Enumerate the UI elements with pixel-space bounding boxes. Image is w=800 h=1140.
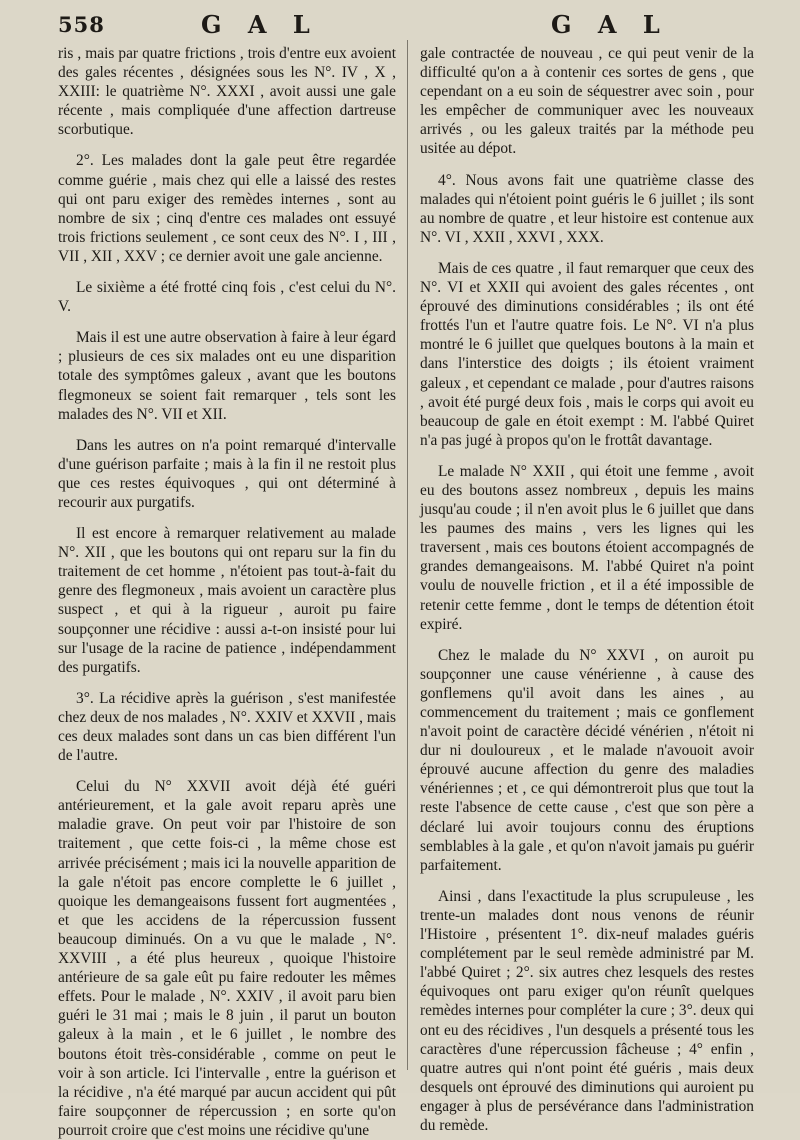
paragraph: Celui du N° XXVII avoit déjà été guéri antérieurement, et la gale avoit reparu après une maladie grave. On peut voir par l'histoire de son traitement , que cette fois-ci , la même chose est arrivée précisément ; mais ici la nouvelle apparition de la gale n'étoit pas encore complette le 6 juillet , quoique les demangeaisons fussent fort augmentées , et que les accidens de la répercussion fussent beaucoup diminués. On a vu que le malade , N°. XXVIII , a été plus heureux , quoique l'histoire antérieure de sa gale eût pu faire redouter les mêmes effets. Pour le malade , N°. XXIV , il avoit paru bien guéri le 31 mai ; mais le 8 juin , il parut un bouton galeux à la main , et le 6 juillet , le nombre des boutons étoit très-considérable , comme on peut le voir à son article. Ici l'intervalle , entre la guérison et la récidive , n'a été marqué par aucun accident qui pût faire soupçonner de répercussion ; en sorte qu'on pourroit croire que c'est moins une récidive qu'une bbox=[58, 778, 396, 1139]
paragraph: ris , mais par quatre frictions , trois d'entre eux avoient des gales récentes , désignées sous les N°. IV , X , XXIII: le quatrième N°. XXXI , avoit aussi une gale récente , mais compliquée d'une affection dartreuse scorbutique. bbox=[58, 45, 396, 139]
paragraph: Mais il est une autre observation à faire à leur égard ; plusieurs de ces six malades ont eu une disparition totale des symptômes galeux , avant que les boutons flegmoneux se soient fait remarquer , tels sont les malades des N°. VII et XII. bbox=[58, 329, 396, 423]
paragraph: 2°. Les malades dont la gale peut être regardée comme guérie , mais chez qui elle a laissé des restes qui ont paru exiger des remèdes internes , sont au nombre de six ; cinq d'entre ces malades ont essuyé trois frictions seulement , ce sont ceux des N°. I , III , VII , XII , XXV ; ce dernier avoit une gale ancienne. bbox=[58, 152, 396, 265]
paragraph: Mais de ces quatre , il faut remarquer que ceux des N°. VI et XXII qui avoient des gales récentes , ont éprouvé des diminutions considérables ; ils ont été frottés l'un et l'autre quatre fois. Le N°. VI n'a plus montré le 6 juillet que quelques boutons à la main et dans l'interstice des doigts ; ils étoient vraiment galeux , et cependant ce malade , pour d'autres raisons , avoit été purgé deux fois , mais le corps qui avoit eu beaucoup de gale en étoit exempt : M. l'abbé Quiret n'a pas jugé à propos qu'on le frottât davantage. bbox=[420, 259, 754, 449]
paragraph: Ainsi , dans l'exactitude la plus scrupuleuse , les trente-un malades dont nous venons de réunir l'Histoire , présentent 1°. dix-neuf malades guéris complétement par le seul remède administré par M. l'abbé Quiret ; 2°. six autres chez lesquels des restes équivoques ont paru exiger qu'on réunît quelques remèdes internes pour compléter la cure ; 3°. deux qui ont eu des récidives , l'un desquels a présenté tous les caractères d'une répercussion fâcheuse ; 4° enfin , quatre autres qui n'ont point été guéris , mais deux desquels ont éprouvé des diminutions qui auroient pu engager à plus de persévérance dans l'administration du remède. bbox=[420, 887, 754, 1134]
running-head-left: G A L bbox=[201, 10, 319, 39]
paragraph: gale contractée de nouveau , ce qui peut venir de la difficulté qu'on a à contenir ces sortes de gens , que cependant on a eu soin de séquestrer avec soin , pour les empêcher de communiquer avec les nouveaux arrivés , ou les galeux traités par la méthode peu usitée au dépot. bbox=[420, 45, 754, 158]
column-divider bbox=[407, 40, 408, 1070]
page-header bbox=[58, 12, 786, 42]
paragraph: Chez le malade du N° XXVI , on auroit pu soupçonner une cause vénérienne , à cause des gonflemens qu'il avoit dans les aines , au commencement du traitement ; mais ce gonflement n'avoit point de caractère décidé vénérien , n'étoit ni dur ni douloureux , et le malade n'avouoit avoir éprouvé aucune affection du genre des maladies vénériennes ; et , ce qui démontreroit plus que tout la reste l'absence de cette cause , c'est que son père a déclaré lui avoir toujours connu des éruptions semblables à la gale , et qu'on n'avoit jamais pu guérir parfaitement. bbox=[420, 646, 754, 874]
paragraph: Le sixième a été frotté cinq fois , c'est celui du N°. V. bbox=[58, 279, 396, 316]
page-number: 558 bbox=[58, 12, 105, 37]
paragraph: 4°. Nous avons fait une quatrième classe des malades qui n'étoient point guéris le 6 juillet ; ils sont au nombre de quatre , et leur histoire est contenue aux N°. VI , XXII , XXVI , XXX. bbox=[420, 171, 754, 246]
paragraph: Il est encore à remarquer relativement au malade N°. XII , que les boutons qui ont reparu sur la fin du traitement de cet homme , n'étoient pas tout-à-fait du genre des flegmoneux , mais avoient un caractère plus suspect , et qui à la rigueur , auroit pu faire soupçonner une récidive : aussi a-t-on insisté pour lui sur l'usage de la racine de patience , indépendamment des purgatifs. bbox=[58, 525, 396, 676]
running-head-right: G A L bbox=[551, 10, 669, 39]
paragraph: Le malade N° XXII , qui étoit une femme , avoit eu des boutons assez nombreux , depuis les mains jusqu'au coude ; il n'en avoit plus le 6 juillet que dans les paumes des mains , vers les lignes qui les traversent , mais ces boutons étoient accompagnés de grandes demangeaisons. M. l'abbé Quiret n'a point voulu de nouvelle friction , et il a été impossible de retenir cette femme , dont le temps de détention étoit expiré. bbox=[420, 462, 754, 633]
left-column bbox=[58, 44, 396, 1140]
right-column bbox=[420, 44, 754, 1135]
paragraph: Dans les autres on n'a point remarqué d'intervalle d'une guérison parfaite ; mais à la fin il ne restoit plus que ces restes équivoques , qui ont déterminé à recourir aux purgatifs. bbox=[58, 436, 396, 511]
paragraph: 3°. La récidive après la guérison , s'est manifestée chez deux de nos malades , N°. XXIV et XXVII , mais ces deux malades sont dans un cas bien différent l'un de l'autre. bbox=[58, 689, 396, 765]
